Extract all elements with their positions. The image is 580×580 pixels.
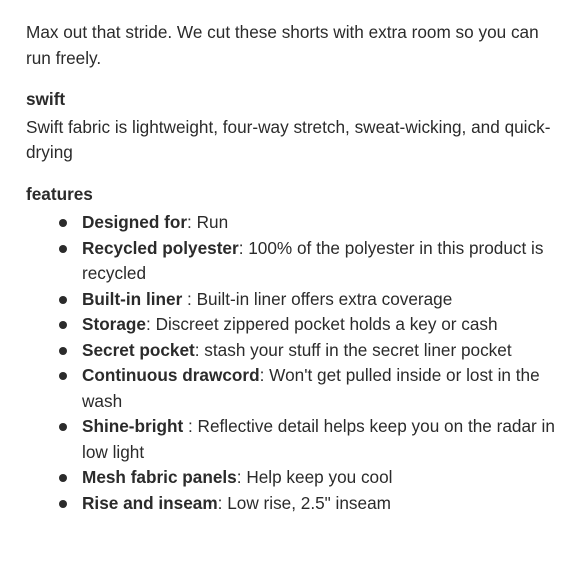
feature-separator: : xyxy=(194,339,205,360)
feature-description: Discreet zippered pocket holds a key or cash xyxy=(155,314,498,334)
feature-item xyxy=(26,465,558,491)
feature-separator: : xyxy=(236,467,247,487)
feature-separator: : xyxy=(259,365,270,385)
feature-item xyxy=(26,236,558,287)
features-list xyxy=(26,210,558,516)
feature-description: Run xyxy=(196,212,229,232)
feature-separator: : xyxy=(183,416,198,436)
feature-name: Mesh fabric panels xyxy=(82,467,237,487)
bullet-icon xyxy=(59,347,67,355)
bullet-icon xyxy=(59,500,67,508)
feature-description: Low rise, 2.5" inseam xyxy=(227,492,391,513)
feature-description: Help keep you cool xyxy=(246,467,393,487)
feature-separator: : xyxy=(238,237,249,258)
feature-name: Designed for xyxy=(82,212,188,232)
feature-name: Storage xyxy=(82,314,146,334)
feature-description: Won't get pulled inside or lost in the wash xyxy=(82,365,540,411)
feature-description: Reflective detail helps keep you on the radar in low light xyxy=(82,416,555,462)
swift-heading: swift xyxy=(26,89,66,109)
swift-description: Swift fabric is lightweight, four-way stretch, sweat-wicking, and quick-drying xyxy=(26,116,551,162)
feature-item xyxy=(26,287,558,313)
feature-name: Recycled polyester xyxy=(82,237,239,258)
features-heading: features xyxy=(26,183,93,204)
feature-name: Built-in liner xyxy=(82,288,183,309)
feature-name: Continuous drawcord xyxy=(82,365,260,385)
bullet-icon xyxy=(59,245,67,253)
bullet-icon xyxy=(59,474,67,482)
bullet-icon xyxy=(59,321,67,329)
feature-item xyxy=(26,210,558,236)
bullet-icon xyxy=(59,423,67,431)
feature-separator: : xyxy=(187,212,197,232)
feature-description: Built-in liner offers extra coverage xyxy=(196,288,453,309)
feature-description: stash your stuff in the secret liner pocket xyxy=(204,339,512,360)
bullet-icon xyxy=(59,372,67,380)
feature-item xyxy=(26,363,558,414)
feature-item xyxy=(26,414,558,465)
feature-item xyxy=(26,338,558,364)
intro-text: Max out that stride. We cut these shorts with extra room so you can run freely. xyxy=(26,22,539,68)
feature-separator: : xyxy=(182,288,197,309)
feature-name: Shine-bright xyxy=(82,416,184,436)
feature-description: 100% of the polyester in this product is recycled xyxy=(82,237,544,283)
feature-name: Rise and inseam xyxy=(82,492,218,513)
bullet-icon xyxy=(59,296,67,304)
feature-name: Secret pocket xyxy=(82,339,195,360)
feature-separator: : xyxy=(146,314,156,334)
bullet-icon xyxy=(59,219,67,227)
feature-item xyxy=(26,491,558,517)
feature-separator: : xyxy=(217,492,228,513)
feature-item xyxy=(26,312,558,338)
